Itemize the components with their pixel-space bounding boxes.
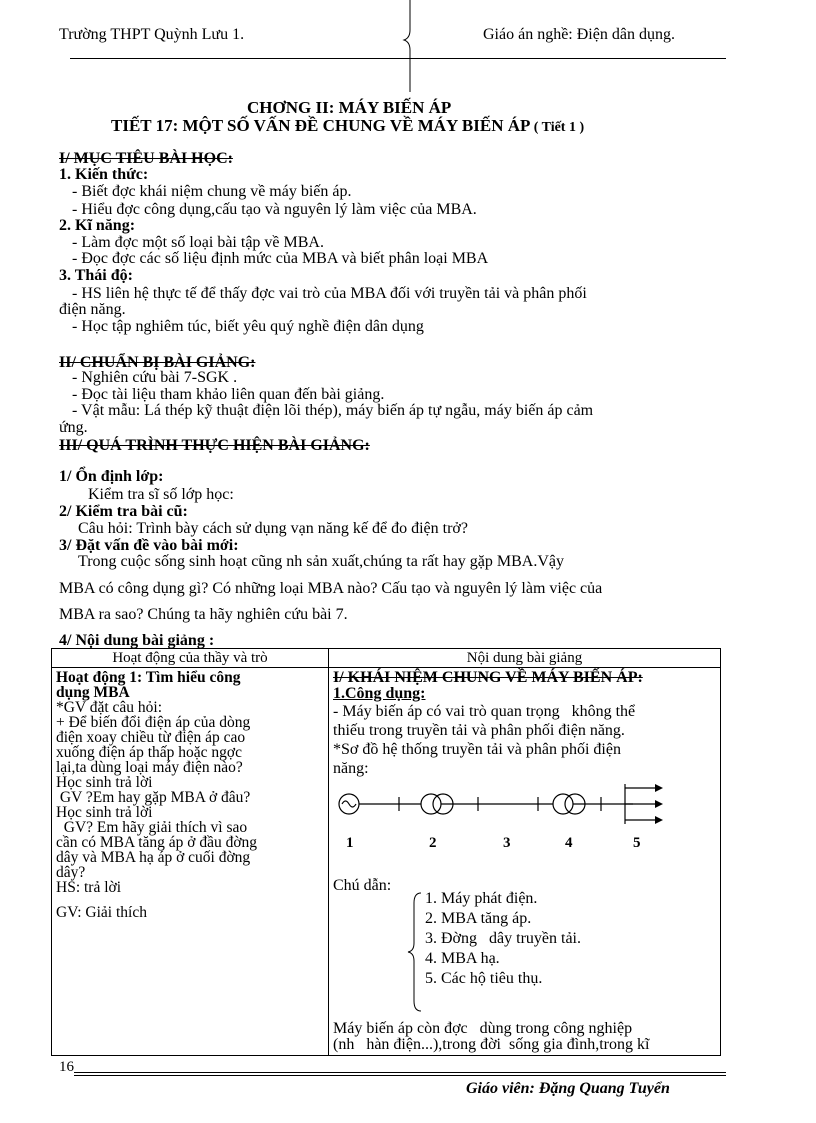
left-line: điện xoay chiều từ điện áp cao	[56, 729, 246, 746]
page-number: 16	[59, 1059, 74, 1075]
sec2-p2: - Đọc tài liệu tham khảo liên quan đến bài giảng.	[72, 386, 385, 403]
sec3-heading: III/ QUÁ TRÌNH THỰC HIỆN BÀI GIẢNG:	[59, 437, 370, 454]
legend-item-1: 1. Máy phát điện.	[425, 890, 538, 907]
right-t2: (nh hàn điện...),trong đời sống gia đình,trong kĩ	[333, 1036, 650, 1053]
sec1-heading: I/ MỤC TIÊU BÀI HỌC:	[59, 150, 233, 167]
left-line: Học sinh trả lời	[56, 774, 153, 791]
right-heading: I/ KHÁI NIỆM CHUNG VỀ MÁY BIẾN ÁP:	[333, 669, 643, 686]
sec3-step2-body: Câu hỏi: Trình bày cách sử dụng vạn năng kế để đo điện trở?	[78, 520, 468, 537]
lesson-title	[111, 116, 584, 136]
activity-title-2: dụng MBA	[56, 684, 130, 701]
col-header-right: Nội dung bài giảng	[329, 649, 721, 668]
header-rule	[70, 58, 726, 59]
sec1-knowledge-head: 1. Kiến thức:	[59, 166, 149, 183]
col-header-left: Hoạt động của thầy và trò	[52, 649, 329, 668]
lesson-table	[51, 648, 721, 1056]
diagram-num-5: 5	[633, 835, 641, 851]
right-subheading: 1.Công dụng:	[333, 685, 426, 702]
legend	[333, 890, 716, 1015]
sec3-step3-l3: MBA ra sao? Chúng ta hãy nghiên cứu bài 7.	[59, 606, 348, 623]
sec3-step3-head: 3/ Đặt vấn đề vào bài mới:	[59, 537, 239, 554]
left-line: dây?	[56, 864, 86, 881]
left-line: cần có MBA tăng áp ở đầu đờng	[56, 834, 258, 851]
sec3-step3-l1: Trong cuộc sống sinh hoạt cũng nh sản xuất,chúng ta rất hay gặp MBA.Vậy	[78, 553, 564, 570]
sec1-k1: - Biết đợc khái niệm chung về máy biến áp.	[72, 183, 352, 200]
sec3-step1-body: Kiểm tra sĩ số lớp học:	[88, 486, 234, 503]
legend-brace	[407, 891, 423, 1013]
left-line: GV: Giải thích	[56, 904, 147, 921]
left-line: GV ?Em hay gặp MBA ở đâu?	[56, 789, 251, 806]
lesson-note: ( Tiết 1 )	[533, 120, 585, 135]
right-p2: thiếu trong truyền tải và phân phối điện năng.	[333, 722, 625, 739]
step-up-transformer-symbol	[421, 794, 441, 814]
right-p4: năng:	[333, 760, 369, 777]
right-p1: - Máy biến áp có vai trò quan trọng không thể	[333, 703, 636, 720]
diagram-num-3: 3	[503, 835, 511, 851]
sec3-step4-head: 4/ Nội dung bài giảng :	[59, 632, 215, 649]
left-line: Học sinh trả lời	[56, 804, 153, 821]
sec1-skill-head: 2. Kĩ năng:	[59, 217, 136, 234]
right-cell	[329, 668, 721, 1056]
header-subject: Giáo án nghề: Điện dân dụng.	[483, 26, 675, 43]
sec1-a2: - Học tập nghiêm túc, biết yêu quý nghề điện dân dụng	[72, 318, 424, 335]
chapter-title: CHƠNG II: MÁY BIẾN ÁP	[247, 98, 452, 117]
legend-item-4: 4. MBA hạ.	[425, 950, 500, 967]
diagram-numbers	[333, 834, 716, 854]
sec3-step1-head: 1/ Ổn định lớp:	[59, 468, 164, 485]
legend-title: Chú dẫn:	[333, 877, 392, 894]
left-line: *GV đặt câu hỏi:	[56, 699, 163, 716]
left-line: lại,ta dùng loại máy điện nào?	[56, 759, 243, 776]
footer-rule-1	[74, 1072, 726, 1073]
header-school: Trường THPT Quỳnh Lưu 1.	[59, 26, 245, 43]
diagram-num-4: 4	[565, 835, 573, 851]
legend-item-2: 2. MBA tăng áp.	[425, 910, 532, 927]
right-t1: Máy biến áp còn đợc dùng trong công nghiệp	[333, 1020, 633, 1037]
sec1-s2: - Đọc đợc các số liệu định mức của MBA và biết phân loại MBA	[72, 250, 489, 267]
left-line: xuống điện áp thấp hoặc ngợc	[56, 744, 242, 761]
activity-title-1: Hoạt động 1: Tìm hiểu công	[56, 669, 241, 686]
sec2-heading: II/ CHUẨN BỊ BÀI GIẢNG:	[59, 354, 256, 371]
footer-teacher: Giáo viên: Đặng Quang Tuyển	[466, 1080, 670, 1097]
header-brace	[398, 0, 428, 92]
right-p3: *Sơ đồ hệ thống truyền tải và phân phối điện	[333, 741, 621, 758]
sec2-p3b: ứng.	[59, 419, 88, 436]
left-line: + Để biến đổi điện áp của dòng	[56, 714, 251, 731]
sec1-attitude-head: 3. Thái độ:	[59, 267, 133, 284]
lesson-title-text: TIẾT 17: MỘT SỐ VẤN ĐỀ CHUNG VỀ MÁY BIẾN ÁP	[111, 116, 530, 135]
sec3-step3-l2: MBA có công dụng gì? Có những loại MBA nào? Cấu tạo và nguyên lý làm việc của	[59, 580, 603, 597]
legend-item-5: 5. Các hộ tiêu thụ.	[425, 970, 543, 987]
footer-rule-2	[74, 1075, 726, 1076]
step-down-transformer-symbol	[553, 794, 573, 814]
sec1-a1a: - HS liên hệ thực tế để thấy đợc vai trò của MBA đối với truyền tải và phân phối	[72, 285, 587, 302]
diagram-num-1: 1	[346, 835, 354, 851]
sec2-p1: - Nghiên cứu bài 7-SGK .	[72, 369, 238, 386]
sec1-k2: - Hiểu đợc công dụng,cấu tạo và nguyên lý làm việc của MBA.	[72, 201, 477, 218]
left-line: dây và MBA hạ áp ở cuối đờng	[56, 849, 251, 866]
diagram-num-2: 2	[429, 835, 437, 851]
sec2-p3a: - Vật mẫu: Lá thép kỹ thuật điện lõi thép), máy biến áp tự ngẫu, máy biến áp cảm	[72, 402, 594, 419]
transmission-diagram	[333, 780, 673, 840]
sec3-step2-head: 2/ Kiểm tra bài cũ:	[59, 503, 188, 520]
legend-item-3: 3. Đờng dây truyền tải.	[425, 930, 581, 947]
sec1-a1b: điện năng.	[59, 301, 126, 318]
left-line: GV? Em hãy giải thích vì sao	[56, 819, 248, 836]
left-cell	[52, 668, 329, 1056]
left-line: HS: trả lời	[56, 879, 122, 896]
sec1-s1: - Làm đợc một số loại bài tập về MBA.	[72, 234, 324, 251]
